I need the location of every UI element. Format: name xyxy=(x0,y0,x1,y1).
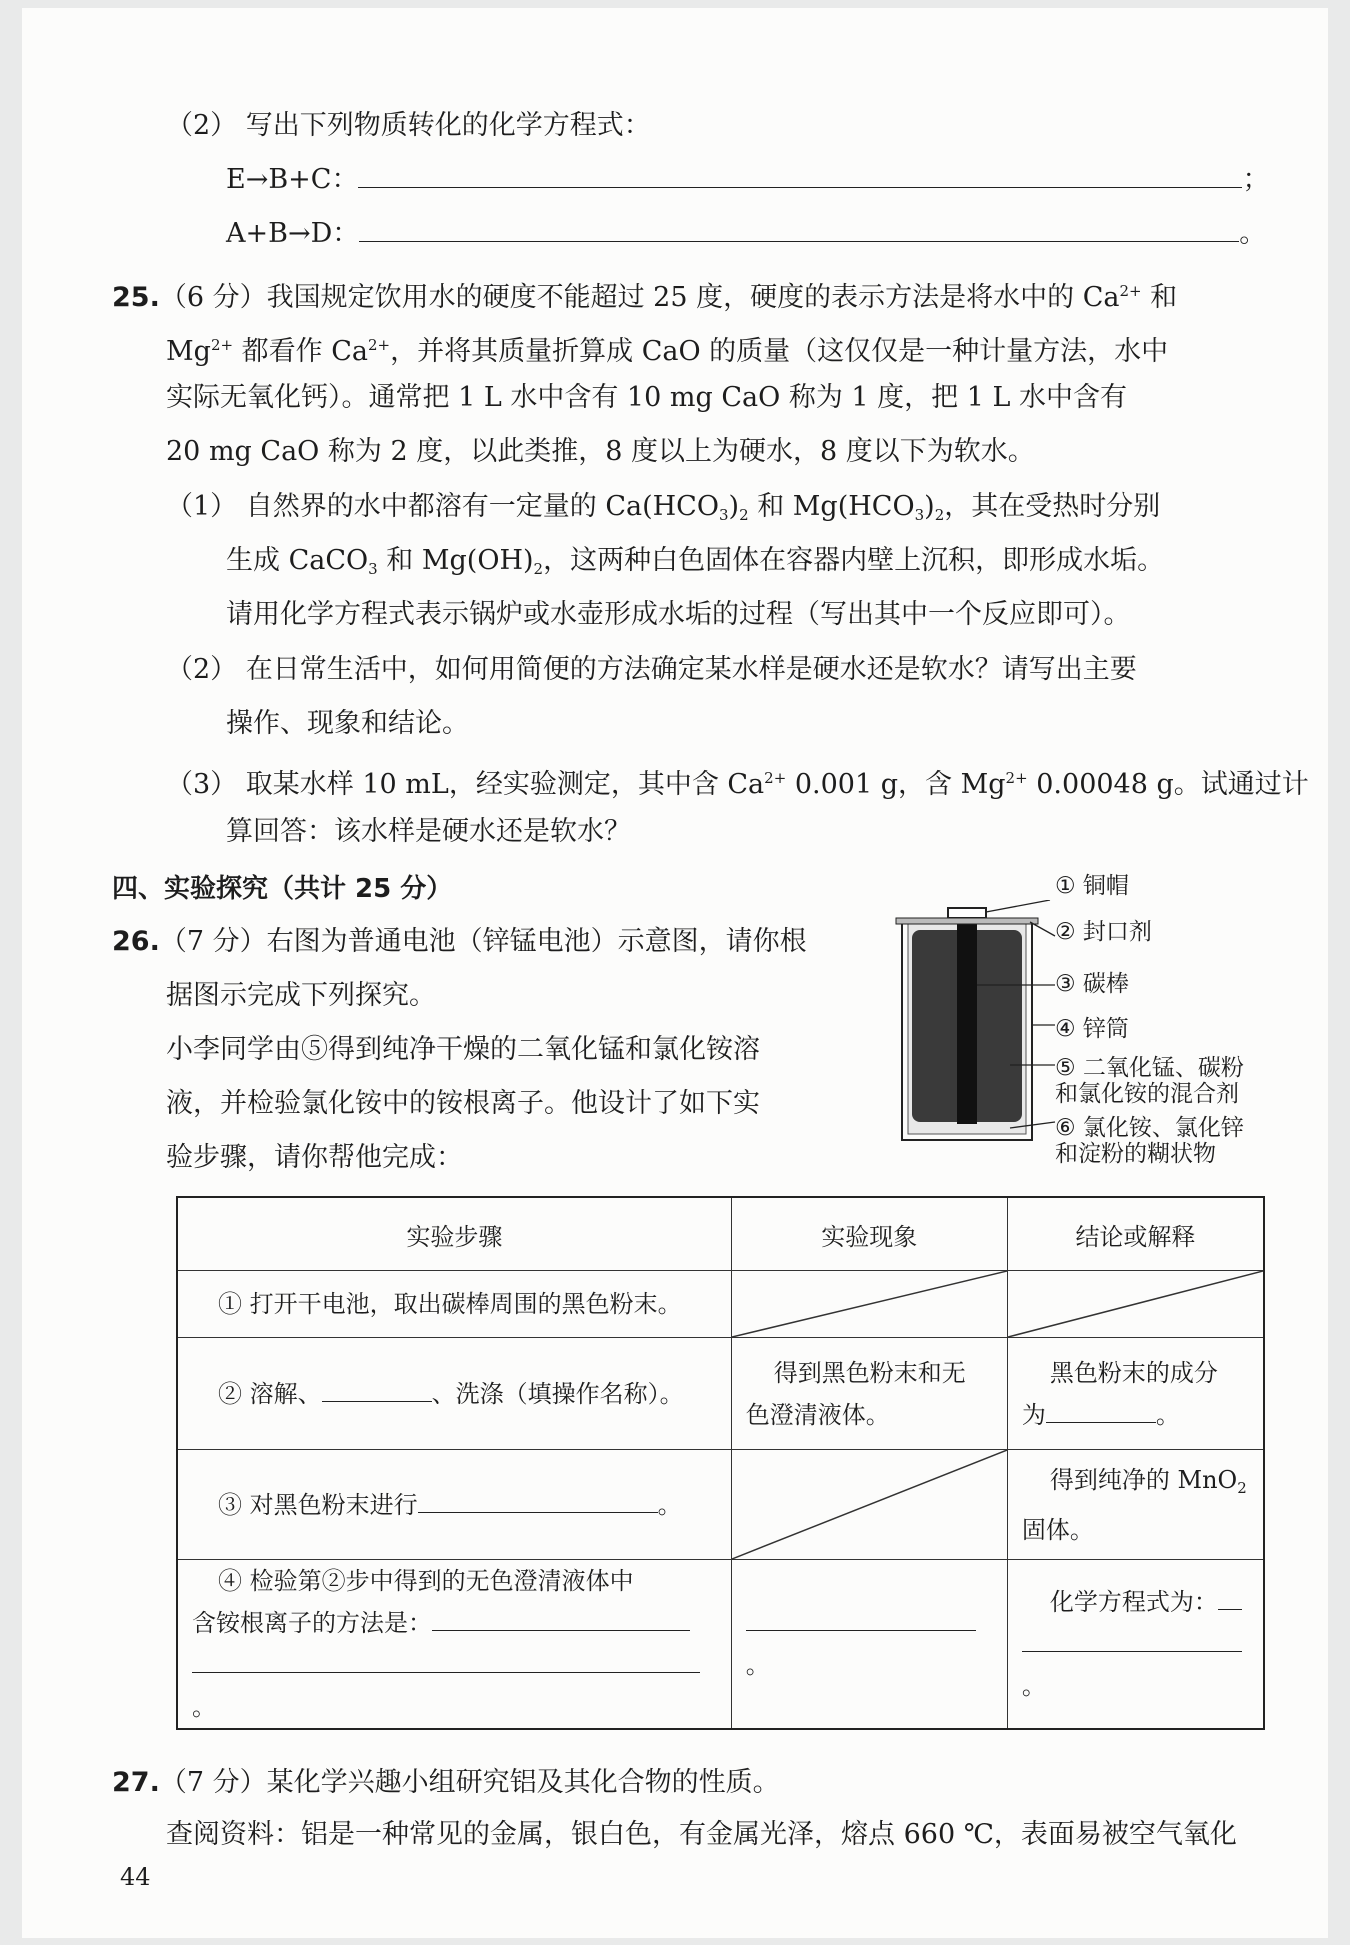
q25-text: 和 xyxy=(1141,282,1178,313)
row4-step-blank2[interactable] xyxy=(192,1672,700,1673)
q24-eq2-label: A+B→D： xyxy=(226,218,360,249)
row3-step xyxy=(177,1450,731,1560)
q25-sub: 2 xyxy=(739,506,749,524)
row2-concl-text: 为 xyxy=(1021,1400,1046,1429)
row2-step xyxy=(177,1338,731,1450)
row2-phen-line2: 色澄清液体。 xyxy=(745,1400,890,1429)
q25-text: 都看作 Ca xyxy=(233,336,368,367)
header-conclusion: 结论或解释 xyxy=(1007,1197,1264,1271)
row2-concl-end: 。 xyxy=(1155,1400,1180,1429)
row3-step-blank[interactable] xyxy=(418,1512,658,1513)
q25-text: 生成 CaCO xyxy=(226,545,369,576)
row3-concl-text: 得到纯净的 MnO xyxy=(1049,1465,1238,1494)
q25-number: 25. xyxy=(112,282,160,313)
row1-step: ① 打开干电池，取出碳棒周围的黑色粉末。 xyxy=(177,1271,731,1338)
row2-phenomena xyxy=(731,1338,1007,1450)
q25-sup: 2+ xyxy=(1005,769,1028,787)
q25-text: 和 Mg(HCO xyxy=(748,491,915,522)
q25-sub: 3 xyxy=(718,506,729,524)
q25-sub: 3 xyxy=(368,560,378,578)
q24-eq1-label: E→B+C： xyxy=(226,164,359,195)
table-row xyxy=(177,1271,1264,1338)
q26-line4: 液，并检验氯化铵中的铵根离子。他设计了如下实 xyxy=(166,1088,760,1119)
q25-sub: 2 xyxy=(934,506,945,524)
q25-text: Mg xyxy=(166,336,211,367)
header-steps: 实验步骤 xyxy=(177,1197,731,1271)
row4-concl-blank[interactable] xyxy=(1218,1609,1242,1610)
row4-concl-blank2[interactable] xyxy=(1022,1651,1242,1652)
row4-step-line1: ④ 检验第②步中得到的无色澄清液体中 xyxy=(218,1567,634,1595)
q25-part2-line2: 操作、现象和结论。 xyxy=(226,708,469,739)
row2-step-blank[interactable] xyxy=(322,1401,432,1402)
row4-concl-line2 xyxy=(1022,1623,1251,1707)
q25-text: 0.00048 g。试通过计 xyxy=(1027,769,1309,800)
battery-diagram xyxy=(890,900,1060,1160)
seal-layer xyxy=(896,918,1038,924)
row4-step-line3 xyxy=(192,1644,719,1728)
row4-phenomena xyxy=(731,1560,1007,1730)
row4-step-end: 。 xyxy=(192,1693,216,1721)
row3-step-end: 。 xyxy=(657,1490,682,1519)
row3-concl-line1 xyxy=(1022,1459,1251,1509)
row4-step-blank[interactable] xyxy=(432,1630,690,1631)
q24-eq2 xyxy=(226,214,1266,254)
q25-sup: 2+ xyxy=(1119,282,1142,300)
q25-text: ，并将其质量折算成 CaO 的质量（这仅仅是一种计量方法，水中 xyxy=(390,336,1169,367)
q25-line1 xyxy=(112,271,1177,318)
row3-phenomena-crossed xyxy=(731,1450,1007,1560)
row4-concl-line1 xyxy=(1022,1581,1251,1623)
q25-text: ，其在受热时分别 xyxy=(944,491,1161,522)
q25-line3: 实际无氧化钙）。通常把 1 L 水中含有 10 mg CaO 称为 1 度，把 1 L 水中含有 xyxy=(166,382,1128,413)
row4-phen-end: 。 xyxy=(745,1651,770,1679)
battery-label-5: ⑤ 二氧化锰、碳粉 xyxy=(1055,1055,1244,1081)
leader-1 xyxy=(986,900,1050,912)
row4-step-text: 含铵根离子的方法是： xyxy=(192,1609,432,1637)
q25-sup: 2+ xyxy=(764,769,787,787)
q25-part1-line1 xyxy=(166,487,1160,535)
q25-part2-line1: （2） 在日常生活中，如何用简便的方法确定某水样是硬水还是软水？请写出主要 xyxy=(166,654,1137,685)
row3-conclusion xyxy=(1007,1450,1264,1560)
row4-concl-text: 化学方程式为： xyxy=(1049,1588,1218,1616)
header-phenomena: 实验现象 xyxy=(731,1197,1007,1271)
row4-step xyxy=(177,1560,731,1730)
q25-text: （3） 取某水样 10 mL，经实验测定，其中含 Ca xyxy=(166,769,765,800)
q25-part3-line2: 算回答：该水样是硬水还是软水？ xyxy=(226,816,631,847)
q25-sub: 3 xyxy=(914,506,925,524)
table-row xyxy=(177,1560,1264,1730)
page-number: 44 xyxy=(120,1863,151,1891)
row1-conclusion-crossed xyxy=(1007,1271,1264,1338)
q26-line1 xyxy=(112,922,807,962)
copper-cap xyxy=(948,908,986,918)
battery-label-1: ① 铜帽 xyxy=(1055,873,1129,899)
q25-text: 和 Mg(OH) xyxy=(377,545,534,576)
q24-eq1-end: ； xyxy=(1242,164,1270,195)
row2-concl-line1: 黑色粉末的成分 xyxy=(1049,1358,1218,1387)
q26-number: 26. xyxy=(112,926,160,957)
q25-line2 xyxy=(166,325,1168,372)
q27-text: （7 分）某化学兴趣小组研究铝及其化合物的性质。 xyxy=(159,1767,780,1798)
row2-conclusion xyxy=(1007,1338,1264,1450)
q25-text: （6 分）我国规定饮用水的硬度不能超过 25 度，硬度的表示方法是将水中的 Ca xyxy=(159,282,1120,313)
q25-text: ，这两种白色固体在容器内壁上沉积，即形成水垢。 xyxy=(543,545,1165,576)
q27-line1 xyxy=(112,1763,780,1803)
row1-phenomena-crossed xyxy=(731,1271,1007,1338)
q24-eq1-blank xyxy=(358,187,1242,188)
section-heading: 四、实验探究（共计 25 分） xyxy=(112,874,453,904)
carbon-rod xyxy=(957,914,977,1124)
q25-sub: 2 xyxy=(533,560,544,578)
battery-label-6: ⑥ 氯化铵、氯化锌 xyxy=(1055,1115,1244,1141)
q26-line2: 据图示完成下列探究。 xyxy=(166,980,436,1011)
q24-part2: （2） 写出下列物质转化的化学方程式： xyxy=(166,110,651,141)
row4-phen-blank[interactable] xyxy=(746,1630,976,1631)
row3-concl-line2: 固体。 xyxy=(1021,1515,1094,1544)
q25-text: ) xyxy=(728,491,740,522)
row4-step-line2 xyxy=(192,1602,719,1644)
q24-eq1 xyxy=(226,160,1269,200)
q25-sup: 2+ xyxy=(210,336,234,354)
battery-label-4: ④ 锌筒 xyxy=(1055,1016,1129,1042)
table-header-row xyxy=(177,1197,1264,1271)
q26-line3: 小李同学由⑤得到纯净干燥的二氧化锰和氯化铵溶 xyxy=(166,1034,760,1065)
q25-line4: 20 mg CaO 称为 2 度，以此类推，8 度以上为硬水，8 度以下为软水。 xyxy=(166,436,1035,467)
q25-sup: 2+ xyxy=(367,336,391,354)
battery-label-6b: 和淀粉的糊状物 xyxy=(1055,1141,1216,1167)
row2-phen-line1: 得到黑色粉末和无 xyxy=(773,1358,966,1387)
battery-label-2: ② 封口剂 xyxy=(1055,919,1152,945)
q25-part1-line2 xyxy=(226,541,1164,589)
q24-eq2-end: 。 xyxy=(1239,218,1267,249)
row4-conclusion xyxy=(1007,1560,1264,1730)
row4-concl-end: 。 xyxy=(1021,1672,1046,1700)
q25-part1-line3: 请用化学方程式表示锅炉或水壶形成水垢的过程（写出其中一个反应即可）。 xyxy=(226,599,1131,630)
q25-text: （1） 自然界的水中都溶有一定量的 Ca(HCO xyxy=(166,491,719,522)
table-row xyxy=(177,1450,1264,1560)
q25-part3-line1 xyxy=(166,758,1309,805)
q26-text: （7 分）右图为普通电池（锌锰电池）示意图，请你根 xyxy=(159,926,807,957)
row2-step-text: ② 溶解、 xyxy=(218,1379,322,1408)
row2-concl-blank[interactable] xyxy=(1046,1422,1156,1423)
battery-label-3: ③ 碳棒 xyxy=(1055,971,1129,997)
q24-eq2-blank xyxy=(359,241,1239,242)
table-row xyxy=(177,1338,1264,1450)
q26-line5: 验步骤，请你帮他完成： xyxy=(166,1142,463,1173)
row2-step-text: 、洗涤（填操作名称）。 xyxy=(431,1379,684,1408)
experiment-table xyxy=(176,1196,1265,1730)
q27-number: 27. xyxy=(112,1767,160,1798)
leader-2 xyxy=(1030,922,1055,936)
q27-line2: 查阅资料：铝是一种常见的金属，银白色，有金属光泽，熔点 660 ℃，表面易被空气氧化 xyxy=(166,1819,1237,1850)
q25-text: ) xyxy=(924,491,935,522)
row3-step-text: ③ 对黑色粉末进行 xyxy=(218,1490,418,1519)
row2-concl-line2 xyxy=(1022,1394,1251,1436)
battery-label-5b: 和氯化铵的混合剂 xyxy=(1055,1081,1239,1107)
q25-text: 0.001 g，含 Mg xyxy=(786,769,1006,800)
row3-concl-sub: 2 xyxy=(1237,1478,1247,1497)
